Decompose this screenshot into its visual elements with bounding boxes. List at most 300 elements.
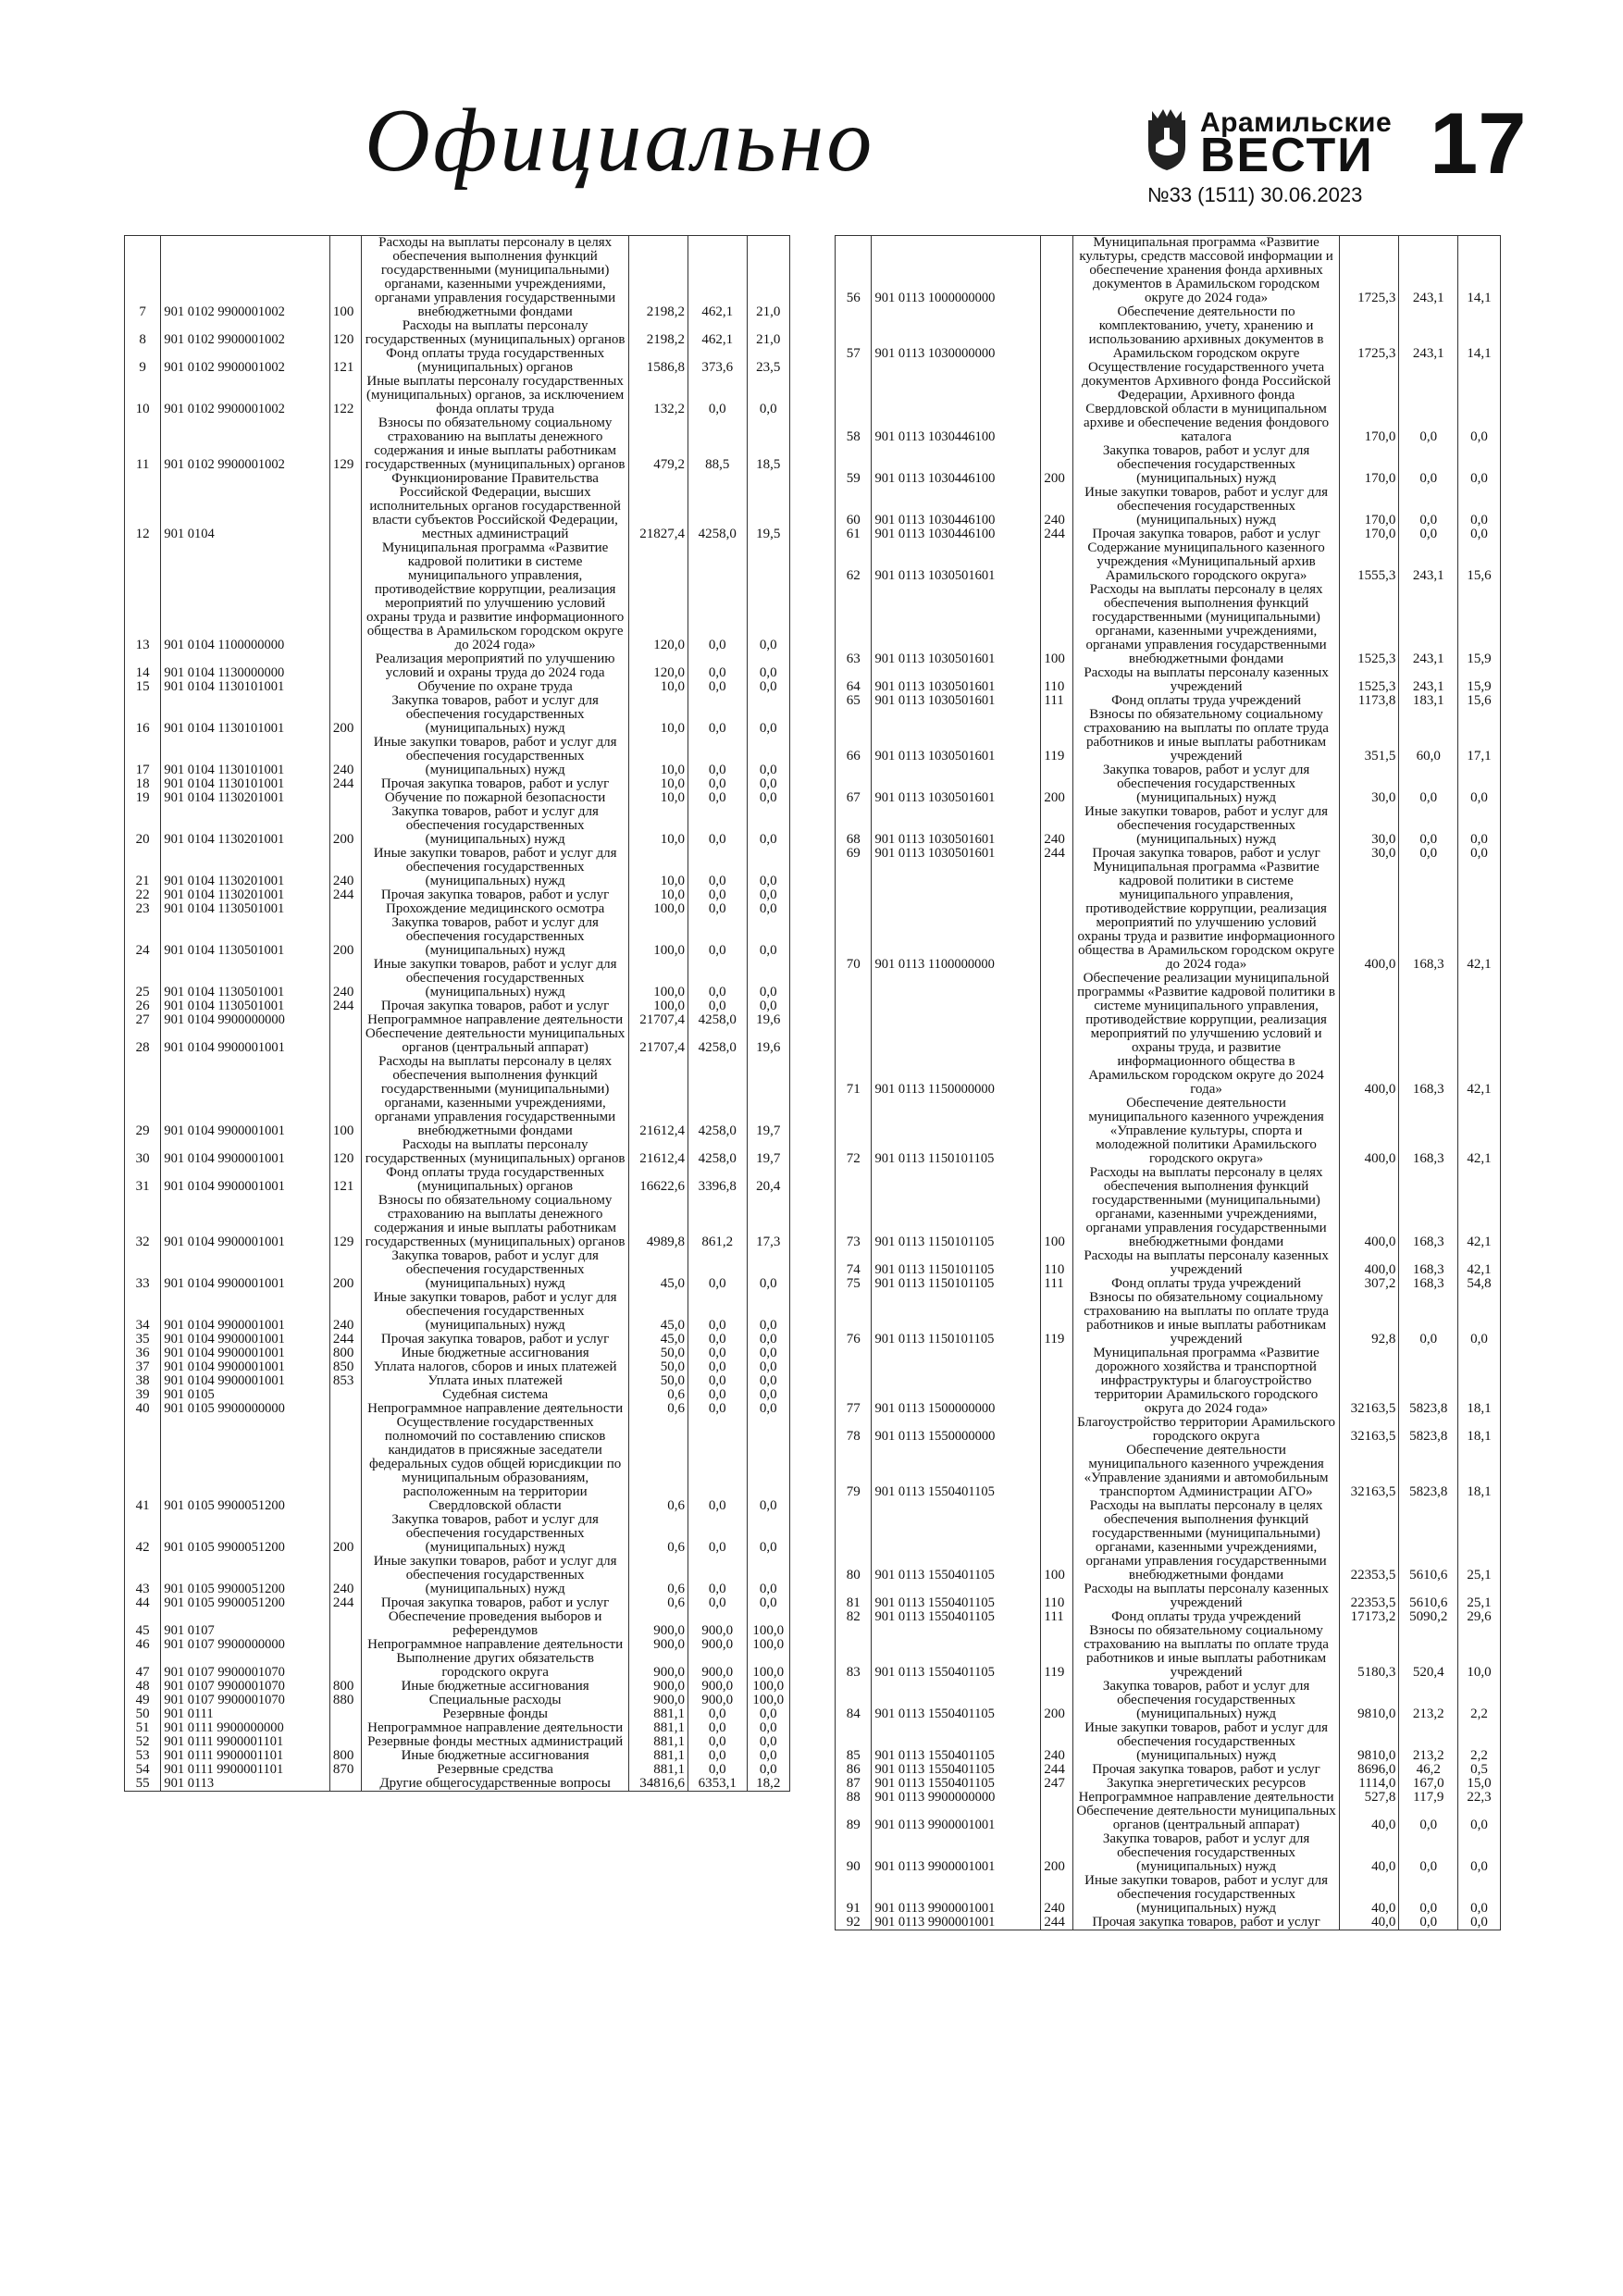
expense-type-code	[329, 1388, 362, 1402]
budget-code: 901 0104 1130501001	[161, 999, 330, 1013]
budget-code: 901 0113 1030501601	[872, 666, 1041, 694]
budget-code: 901 0113 1550401105	[872, 1721, 1041, 1763]
budget-code: 901 0107 9900001070	[161, 1694, 330, 1707]
executed-amount: 167,0	[1399, 1777, 1458, 1791]
table-row	[125, 416, 790, 472]
executed-amount: 243,1	[1399, 666, 1458, 694]
table-row	[125, 1596, 790, 1610]
plan-amount: 900,0	[628, 1680, 688, 1694]
expense-name: Иные закупки товаров, работ и услуг для обеспечения государственных (муниципальных) нужд	[362, 1555, 628, 1596]
newspaper-logo	[1143, 104, 1393, 182]
table-row	[125, 1138, 790, 1166]
expense-type-code: 121	[329, 347, 362, 375]
executed-amount: 0,0	[688, 1333, 748, 1347]
plan-amount: 10,0	[628, 805, 688, 847]
expense-name: Уплата иных платежей	[362, 1374, 628, 1388]
executed-amount: 0,0	[688, 1388, 748, 1402]
executed-amount: 0,0	[1399, 1874, 1458, 1916]
expense-name: Прочая закупка товаров, работ и услуг	[362, 999, 628, 1013]
row-number: 72	[836, 1097, 872, 1166]
executed-amount: 88,5	[688, 416, 748, 472]
expense-type-code: 200	[329, 1513, 362, 1555]
table-row	[125, 958, 790, 999]
executed-amount: 243,1	[1399, 236, 1458, 306]
row-number: 22	[125, 888, 161, 902]
row-number: 50	[125, 1707, 161, 1721]
expense-name: Закупка товаров, работ и услуг для обеспечения государственных (муниципальных) нужд	[362, 1249, 628, 1291]
plan-amount: 21612,4	[628, 1055, 688, 1138]
plan-amount: 120,0	[628, 541, 688, 652]
expense-name: Прохождение медицинского осмотра	[362, 902, 628, 916]
execution-percent: 0,0	[747, 1749, 789, 1763]
expense-name: Закупка товаров, работ и услуг для обеспечения государственных (муниципальных) нужд	[362, 916, 628, 958]
executed-amount: 168,3	[1399, 861, 1458, 972]
expense-type-code	[329, 1735, 362, 1749]
expense-type-code: 244	[1041, 1763, 1073, 1777]
execution-percent: 0,0	[747, 791, 789, 805]
expense-name: Иные закупки товаров, работ и услуг для обеспечения государственных (муниципальных) нужд	[362, 736, 628, 777]
plan-amount: 40,0	[1340, 1832, 1399, 1874]
plan-amount: 307,2	[1340, 1277, 1399, 1291]
row-number: 37	[125, 1360, 161, 1374]
budget-code: 901 0111 9900001101	[161, 1735, 330, 1749]
expense-name: Прочая закупка товаров, работ и услуг	[1072, 1763, 1339, 1777]
execution-percent: 0,0	[747, 1291, 789, 1333]
expense-name: Резервные фонды местных администраций	[362, 1735, 628, 1749]
expense-name: Прочая закупка товаров, работ и услуг	[1072, 527, 1339, 541]
plan-amount: 351,5	[1340, 708, 1399, 763]
executed-amount: 46,2	[1399, 1763, 1458, 1777]
coat-of-arms-icon	[1143, 107, 1191, 172]
plan-amount: 100,0	[628, 902, 688, 916]
budget-code: 901 0104 1130201001	[161, 847, 330, 888]
budget-code: 901 0113 1030446100	[872, 361, 1041, 444]
table-row	[836, 1763, 1501, 1777]
row-number: 78	[836, 1416, 872, 1444]
executed-amount: 0,0	[688, 1374, 748, 1388]
table-row	[836, 972, 1501, 1097]
expense-type-code	[329, 541, 362, 652]
executed-amount: 0,0	[688, 1763, 748, 1777]
row-number: 33	[125, 1249, 161, 1291]
executed-amount: 0,0	[688, 1402, 748, 1416]
plan-amount: 32163,5	[1340, 1416, 1399, 1444]
expense-name: Иные закупки товаров, работ и услуг для обеспечения государственных (муниципальных) нужд	[362, 1291, 628, 1333]
expense-type-code	[1041, 1805, 1073, 1832]
expense-type-code: 244	[329, 1596, 362, 1610]
row-number: 41	[125, 1416, 161, 1513]
expense-name: Иные закупки товаров, работ и услуг для обеспечения государственных (муниципальных) нужд	[1072, 486, 1339, 527]
row-number: 63	[836, 583, 872, 666]
expense-type-code: 200	[1041, 444, 1073, 486]
table-row	[125, 694, 790, 736]
plan-amount: 170,0	[1340, 361, 1399, 444]
plan-amount: 22353,5	[1340, 1499, 1399, 1582]
budget-code: 901 0104 1130101001	[161, 736, 330, 777]
expense-type-code: 100	[1041, 1166, 1073, 1249]
expense-name: Резервные средства	[362, 1763, 628, 1777]
budget-code: 901 0113 1030501601	[872, 541, 1041, 583]
execution-percent: 0,0	[747, 999, 789, 1013]
table-row	[836, 486, 1501, 527]
plan-amount: 21612,4	[628, 1138, 688, 1166]
expense-type-code: 129	[329, 1194, 362, 1249]
table-row	[125, 1347, 790, 1360]
executed-amount: 0,0	[688, 888, 748, 902]
table-row	[836, 1791, 1501, 1805]
executed-amount: 0,0	[688, 652, 748, 680]
execution-percent: 21,0	[747, 319, 789, 347]
expense-type-code	[329, 1402, 362, 1416]
executed-amount: 213,2	[1399, 1680, 1458, 1721]
table-row	[125, 236, 790, 320]
table-row	[125, 319, 790, 347]
plan-amount: 21707,4	[628, 1013, 688, 1027]
row-number: 66	[836, 708, 872, 763]
executed-amount: 4258,0	[688, 472, 748, 541]
row-number: 56	[836, 236, 872, 306]
row-number: 40	[125, 1402, 161, 1416]
table-row	[125, 1402, 790, 1416]
expense-name: Муниципальная программа «Развитие кадровой политики в системе муниципального управления, противодействие коррупции, реализация мероприятий по улучшению условий охраны труда и развитие информационного общества в Арамильском городском округе до 2024 года»	[362, 541, 628, 652]
execution-percent: 0,0	[747, 541, 789, 652]
execution-percent: 0,0	[747, 1596, 789, 1610]
expense-type-code: 100	[329, 236, 362, 320]
expense-type-code	[1041, 1347, 1073, 1416]
executed-amount: 168,3	[1399, 1097, 1458, 1166]
executed-amount: 6353,1	[688, 1777, 748, 1792]
budget-code: 901 0113 1030501601	[872, 708, 1041, 763]
table-row	[836, 861, 1501, 972]
execution-percent: 18,1	[1458, 1444, 1501, 1499]
budget-code: 901 0104 9900001001	[161, 1138, 330, 1166]
plan-amount: 92,8	[1340, 1291, 1399, 1347]
execution-percent: 0,0	[747, 652, 789, 680]
expense-name: Закупка товаров, работ и услуг для обеспечения государственных (муниципальных) нужд	[1072, 1832, 1339, 1874]
page-number: 17	[1430, 94, 1527, 192]
budget-code: 901 0113 1550401105	[872, 1680, 1041, 1721]
executed-amount: 0,0	[1399, 1916, 1458, 1930]
expense-name: Фонд оплаты труда государственных (муниципальных) органов	[362, 347, 628, 375]
expense-type-code: 240	[329, 1555, 362, 1596]
expense-type-code: 129	[329, 416, 362, 472]
expense-name: Прочая закупка товаров, работ и услуг	[362, 1333, 628, 1347]
execution-percent: 18,1	[1458, 1347, 1501, 1416]
expense-type-code: 247	[1041, 1777, 1073, 1791]
expense-name: Непрограммное направление деятельности	[362, 1638, 628, 1652]
table-row	[125, 777, 790, 791]
executed-amount: 0,0	[1399, 805, 1458, 847]
plan-amount: 16622,6	[628, 1166, 688, 1194]
executed-amount: 168,3	[1399, 1277, 1458, 1291]
plan-amount: 1525,3	[1340, 666, 1399, 694]
executed-amount: 0,0	[688, 1249, 748, 1291]
row-number: 44	[125, 1596, 161, 1610]
table-row	[125, 1610, 790, 1638]
expense-type-code: 240	[1041, 1721, 1073, 1763]
row-number: 74	[836, 1249, 872, 1277]
row-number: 48	[125, 1680, 161, 1694]
row-number: 70	[836, 861, 872, 972]
budget-code: 901 0113 9900000000	[872, 1791, 1041, 1805]
expense-type-code	[329, 791, 362, 805]
executed-amount: 0,0	[688, 847, 748, 888]
row-number: 18	[125, 777, 161, 791]
budget-code: 901 0113 1030501601	[872, 583, 1041, 666]
plan-amount: 400,0	[1340, 1249, 1399, 1277]
expense-type-code: 240	[1041, 1874, 1073, 1916]
expense-name: Обеспечение деятельности по комплектованию, учету, хранению и использованию архивных документов в Арамильском городском округе	[1072, 305, 1339, 361]
table-row	[125, 1680, 790, 1694]
executed-amount: 5823,8	[1399, 1444, 1458, 1499]
row-number: 82	[836, 1610, 872, 1624]
table-row	[836, 1097, 1501, 1166]
executed-amount: 0,0	[688, 375, 748, 416]
expense-type-code: 800	[329, 1347, 362, 1360]
plan-amount: 100,0	[628, 916, 688, 958]
budget-code: 901 0113 1150101105	[872, 1249, 1041, 1277]
plan-amount: 50,0	[628, 1360, 688, 1374]
expense-name: Обучение по охране труда	[362, 680, 628, 694]
expense-name: Прочая закупка товаров, работ и услуг	[362, 1596, 628, 1610]
row-number: 13	[125, 541, 161, 652]
expense-type-code: 240	[1041, 805, 1073, 847]
row-number: 24	[125, 916, 161, 958]
executed-amount: 861,2	[688, 1194, 748, 1249]
expense-name: Осуществление государственных полномочий по составлению списков кандидатов в присяжные заседатели федеральных судов общей юрисдикции по муниципальным образованиям, расположенным на территории Свердловской области	[362, 1416, 628, 1513]
table-row	[836, 1777, 1501, 1791]
execution-percent: 42,1	[1458, 861, 1501, 972]
executed-amount: 0,0	[688, 680, 748, 694]
table-row	[836, 1499, 1501, 1582]
expense-name: Иные закупки товаров, работ и услуг для обеспечения государственных (муниципальных) нужд	[1072, 805, 1339, 847]
expense-type-code: 244	[1041, 847, 1073, 861]
plan-amount: 10,0	[628, 680, 688, 694]
row-number: 57	[836, 305, 872, 361]
table-row	[836, 1291, 1501, 1347]
right-column	[835, 235, 1501, 1930]
executed-amount: 900,0	[688, 1680, 748, 1694]
row-number: 15	[125, 680, 161, 694]
execution-percent: 0,0	[747, 847, 789, 888]
expense-type-code	[1041, 1444, 1073, 1499]
expense-name: Расходы на выплаты персоналу государственных (муниципальных) органов	[362, 319, 628, 347]
execution-percent: 0,0	[1458, 763, 1501, 805]
expense-type-code: 119	[1041, 1291, 1073, 1347]
execution-percent: 14,1	[1458, 236, 1501, 306]
table-row	[125, 1638, 790, 1652]
expense-name: Взносы по обязательному социальному страхованию на выплаты по оплате труда работников и иные выплаты работникам учреждений	[1072, 1624, 1339, 1680]
budget-code: 901 0113 1150000000	[872, 972, 1041, 1097]
executed-amount: 117,9	[1399, 1791, 1458, 1805]
execution-percent: 100,0	[747, 1610, 789, 1638]
executed-amount: 5610,6	[1399, 1582, 1458, 1610]
budget-code: 901 0104 1130201001	[161, 791, 330, 805]
table-row	[836, 527, 1501, 541]
row-number: 91	[836, 1874, 872, 1916]
execution-percent: 0,0	[747, 736, 789, 777]
expense-type-code: 244	[1041, 527, 1073, 541]
budget-code: 901 0113 1030501601	[872, 694, 1041, 708]
budget-code: 901 0104 1100000000	[161, 541, 330, 652]
expense-name: Муниципальная программа «Развитие дорожного хозяйства и транспортной инфраструктуры и благоустройство территории Арамильского городского округа до 2024 года»	[1072, 1347, 1339, 1416]
execution-percent: 20,4	[747, 1166, 789, 1194]
executed-amount: 243,1	[1399, 305, 1458, 361]
expense-name: Непрограммное направление деятельности	[362, 1013, 628, 1027]
row-number: 19	[125, 791, 161, 805]
row-number: 8	[125, 319, 161, 347]
budget-code: 901 0104 9900001001	[161, 1249, 330, 1291]
executed-amount: 0,0	[688, 1416, 748, 1513]
plan-amount: 2198,2	[628, 319, 688, 347]
execution-percent: 17,3	[747, 1194, 789, 1249]
row-number: 85	[836, 1721, 872, 1763]
executed-amount: 5090,2	[1399, 1610, 1458, 1624]
execution-percent: 42,1	[1458, 1166, 1501, 1249]
row-number: 51	[125, 1721, 161, 1735]
expense-type-code: 800	[329, 1749, 362, 1763]
expense-type-code	[329, 472, 362, 541]
execution-percent: 42,1	[1458, 1097, 1501, 1166]
table-row	[125, 1055, 790, 1138]
expense-name: Фонд оплаты труда учреждений	[1072, 694, 1339, 708]
row-number: 7	[125, 236, 161, 320]
row-number: 21	[125, 847, 161, 888]
table-row	[125, 847, 790, 888]
expense-name: Осуществление государственного учета документов Архивного фонда Российской Федерации, Архивного фонда Свердловской области в муниципальном архиве и обеспечение ведения фондового каталога	[1072, 361, 1339, 444]
row-number: 53	[125, 1749, 161, 1763]
table-row	[836, 1721, 1501, 1763]
execution-percent: 0,0	[1458, 1874, 1501, 1916]
execution-percent: 15,9	[1458, 666, 1501, 694]
row-number: 62	[836, 541, 872, 583]
executed-amount: 0,0	[688, 541, 748, 652]
execution-percent: 0,0	[747, 1735, 789, 1749]
plan-amount: 0,6	[628, 1555, 688, 1596]
table-row	[836, 1680, 1501, 1721]
expense-type-code	[1041, 236, 1073, 306]
row-number: 59	[836, 444, 872, 486]
plan-amount: 10,0	[628, 888, 688, 902]
executed-amount: 0,0	[688, 777, 748, 791]
budget-code: 901 0113 1500000000	[872, 1347, 1041, 1416]
execution-percent: 15,9	[1458, 583, 1501, 666]
expense-name: Иные бюджетные ассигнования	[362, 1749, 628, 1763]
row-number: 55	[125, 1777, 161, 1792]
expense-name: Закупка энергетических ресурсов	[1072, 1777, 1339, 1791]
expense-name: Реализация мероприятий по улучшению условий и охраны труда до 2024 года	[362, 652, 628, 680]
executed-amount: 900,0	[688, 1610, 748, 1638]
expense-name: Расходы на выплаты персоналу в целях обеспечения выполнения функций государственными (муниципальными) органами, казенными учреждениями, органами управления государственными внебюджетными фондами	[1072, 1499, 1339, 1582]
expense-type-code: 244	[329, 888, 362, 902]
plan-amount: 40,0	[1340, 1874, 1399, 1916]
execution-percent: 0,0	[747, 1763, 789, 1777]
row-number: 43	[125, 1555, 161, 1596]
execution-percent: 100,0	[747, 1638, 789, 1652]
expense-type-code: 200	[1041, 1832, 1073, 1874]
expense-name: Расходы на выплаты персоналу казенных учреждений	[1072, 666, 1339, 694]
row-number: 86	[836, 1763, 872, 1777]
expense-name: Расходы на выплаты персоналу в целях обеспечения выполнения функций государственными (муниципальными) органами, казенными учреждениями, органами управления государственными внебюджетными фондами	[1072, 583, 1339, 666]
row-number: 60	[836, 486, 872, 527]
expense-type-code: 200	[1041, 1680, 1073, 1721]
budget-code: 901 0104 1130201001	[161, 888, 330, 902]
table-row	[125, 1707, 790, 1721]
execution-percent: 0,0	[747, 888, 789, 902]
executed-amount: 0,0	[688, 1291, 748, 1333]
plan-amount: 5180,3	[1340, 1624, 1399, 1680]
budget-code: 901 0104 9900001001	[161, 1333, 330, 1347]
budget-code: 901 0102 9900001002	[161, 319, 330, 347]
budget-code: 901 0105	[161, 1388, 330, 1402]
plan-amount: 100,0	[628, 958, 688, 999]
execution-percent: 18,5	[747, 416, 789, 472]
plan-amount: 1525,3	[1340, 583, 1399, 666]
expense-type-code: 121	[329, 1166, 362, 1194]
expense-name: Функционирование Правительства Российской Федерации, высших исполнительных органов государственной власти субъектов Российской Федерации, местных администраций	[362, 472, 628, 541]
plan-amount: 22353,5	[1340, 1582, 1399, 1610]
table-row	[836, 805, 1501, 847]
executed-amount: 0,0	[1399, 1805, 1458, 1832]
budget-code: 901 0105 9900051200	[161, 1416, 330, 1513]
plan-amount: 881,1	[628, 1749, 688, 1763]
table-row	[125, 902, 790, 916]
execution-percent: 0,0	[747, 694, 789, 736]
table-row	[836, 1805, 1501, 1832]
expense-name: Содержание муниципального казенного учреждения «Муниципальный архив Арамильского городского округа»	[1072, 541, 1339, 583]
executed-amount: 0,0	[688, 736, 748, 777]
budget-code: 901 0105 9900051200	[161, 1513, 330, 1555]
expense-name: Фонд оплаты труда учреждений	[1072, 1610, 1339, 1624]
execution-percent: 0,0	[747, 375, 789, 416]
budget-table-left	[124, 235, 790, 1792]
table-row	[125, 541, 790, 652]
execution-percent: 0,0	[747, 1333, 789, 1347]
expense-type-code: 120	[329, 1138, 362, 1166]
expense-type-code	[329, 1721, 362, 1735]
plan-amount: 170,0	[1340, 527, 1399, 541]
plan-amount: 120,0	[628, 652, 688, 680]
execution-percent: 0,0	[1458, 527, 1501, 541]
expense-name: Расходы на выплаты персоналу в целях обеспечения выполнения функций государственными (муниципальными) органами, казенными учреждениями, органами управления государственными внебюджетными фондами	[1072, 1166, 1339, 1249]
table-row	[125, 1555, 790, 1596]
row-number: 84	[836, 1680, 872, 1721]
budget-code: 901 0105 9900051200	[161, 1555, 330, 1596]
execution-percent: 18,1	[1458, 1416, 1501, 1444]
row-number: 61	[836, 527, 872, 541]
expense-name: Обеспечение реализации муниципальной программы «Развитие кадровой политики в системе муниципального управления, противодействие коррупции, реализация мероприятий по улучшению условий и охраны труда, и развитие информационного общества в Арамильском городском округе до 2024 года»	[1072, 972, 1339, 1097]
plan-amount: 881,1	[628, 1735, 688, 1749]
expense-type-code: 119	[1041, 1624, 1073, 1680]
row-number: 92	[836, 1916, 872, 1930]
table-row	[125, 652, 790, 680]
executed-amount: 4258,0	[688, 1013, 748, 1027]
executed-amount: 462,1	[688, 236, 748, 320]
plan-amount: 4989,8	[628, 1194, 688, 1249]
expense-name: Взносы по обязательному социальному страхованию на выплаты денежного содержания и иные выплаты работникам государственных (муниципальных) органов	[362, 416, 628, 472]
budget-code: 901 0102 9900001002	[161, 236, 330, 320]
table-row	[125, 375, 790, 416]
plan-amount: 900,0	[628, 1652, 688, 1680]
executed-amount: 0,0	[688, 1749, 748, 1763]
expense-name: Уплата налогов, сборов и иных платежей	[362, 1360, 628, 1374]
row-number: 54	[125, 1763, 161, 1777]
left-column	[124, 235, 790, 1792]
budget-code: 901 0104 9900001001	[161, 1055, 330, 1138]
expense-name: Расходы на выплаты персоналу в целях обеспечения выполнения функций государственными (муниципальными) органами, казенными учреждениями, органами управления государственными внебюджетными фондами	[362, 1055, 628, 1138]
budget-code: 901 0104 1130501001	[161, 902, 330, 916]
row-number: 12	[125, 472, 161, 541]
